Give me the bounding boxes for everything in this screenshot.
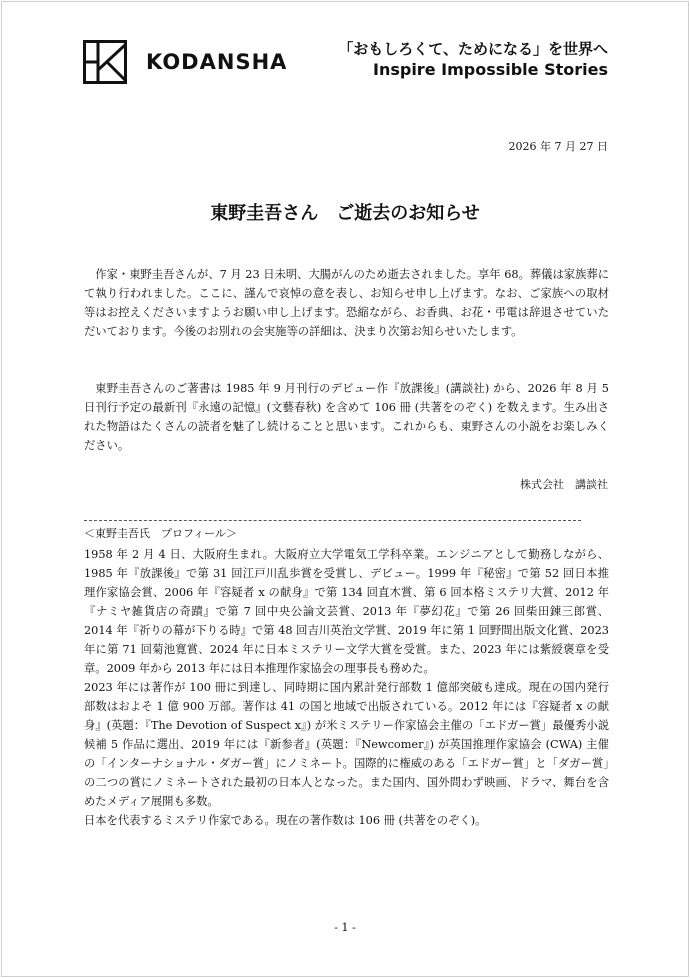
logo-text: KODANSHA [146,50,288,74]
release-date: 2026 年 7 月 27 日 [508,140,608,153]
signature: 株式会社 講談社 [520,478,608,491]
profile-paragraph: 2023 年には著作が 100 冊に到達し、同時期に国内累計発行部数 1 億部突破も達成。現在の国内発行部数はおよそ 1 億 900 万部。著作は 41 の国と地域で出版されている。2012 年には『容疑者 x の献身』(英題：『The Devotion of Suspect x』) が米ミステリー作家協会主催の「エドガー賞」最優秀小説候補 5 作品に選出、2019 年には『新参者』(英題：『Newcomer』) が英国推理作家協会 (CWA) 主催の「インターナショナル・ダガー賞」にノミネート。国際的に権威のある「エドガー賞」と「ダガー賞」の二つの賞にノミネートされた最初の日本人となった。また国内、国外問わず映画、ドラマ、舞台を含めたメディア展開も多数。 [84,681,609,808]
books-paragraph: 東野圭吾さんのご著書は 1985 年 9 月刊行のデビュー作『放課後』(講談社) から、2026 年 8 月 5 日刊行予定の最新刊『永遠の記憶』(文藝春秋) を含めて 106 冊 (共著をのぞく) を数えます。生み出された物語はたくさんの読者を魅了し続けることと思います。これからも、東野さんの小説をお楽しみください。 [84,382,609,452]
profile-paragraph: 1958 年 2 月 4 日、大阪府生まれ。大阪府立大学電気工学科卒業。エンジニアとして勤務しながら、1985 年『放課後』で第 31 回江戸川乱歩賞を受賞し、デビュー。1999 年『秘密』で第 52 回日本推理作家協会賞、2006 年『容疑者 x の献身』で第 134 回直木賞、第 6 回本格ミステリ大賞、2012 年『ナミヤ雑貨店の奇蹟』で第 7 回中央公論文芸賞、2013 年『夢幻花』で第 26 回柴田錬三郎賞、2014 年『祈りの幕が下りる時』で第 48 回吉川英治文学賞、2019 年に第 1 回野間出版文化賞、2023 年に第 71 回菊池寛賞、2024 年に日本ミステリー文学大賞を受賞。また、2023 年には紫綬褒章を受章。2009 年から 2013 年には日本推理作家協会の理事長も務めた。 [84,548,609,675]
divider [84,520,581,521]
page-title: 東野圭吾さん ご逝去のお知らせ [210,203,480,224]
tagline-english: Inspire Impossible Stories [373,60,608,79]
page-number: - 1 - [334,921,356,934]
profile-paragraph: 日本を代表するミステリ作家である。現在の著作数は 106 冊 (共著をのぞく)。 [84,814,487,827]
kodansha-logo-icon [83,40,127,84]
profile-section [84,545,609,830]
announcement-paragraph: 作家・東野圭吾さんが、7 月 23 日未明、大腸がんのため逝去されました。享年 68。葬儀は家族葬にて執り行われました。ここに、謹んで哀悼の意を表し、お知らせ申し上げます。なお、ご家族への取材等はお控えくださいますようお願い申し上げます。恐縮ながら、お香典、お花・弔電は辞退させていただいております。今後のお別れの会実施等の詳細は、決まり次第お知らせいたします。 [84,268,609,338]
tagline-japanese: 「おもしろくて、ためになる」を世界へ [338,40,608,58]
profile-heading: ＜東野圭吾氏 プロフィール＞ [84,527,237,540]
